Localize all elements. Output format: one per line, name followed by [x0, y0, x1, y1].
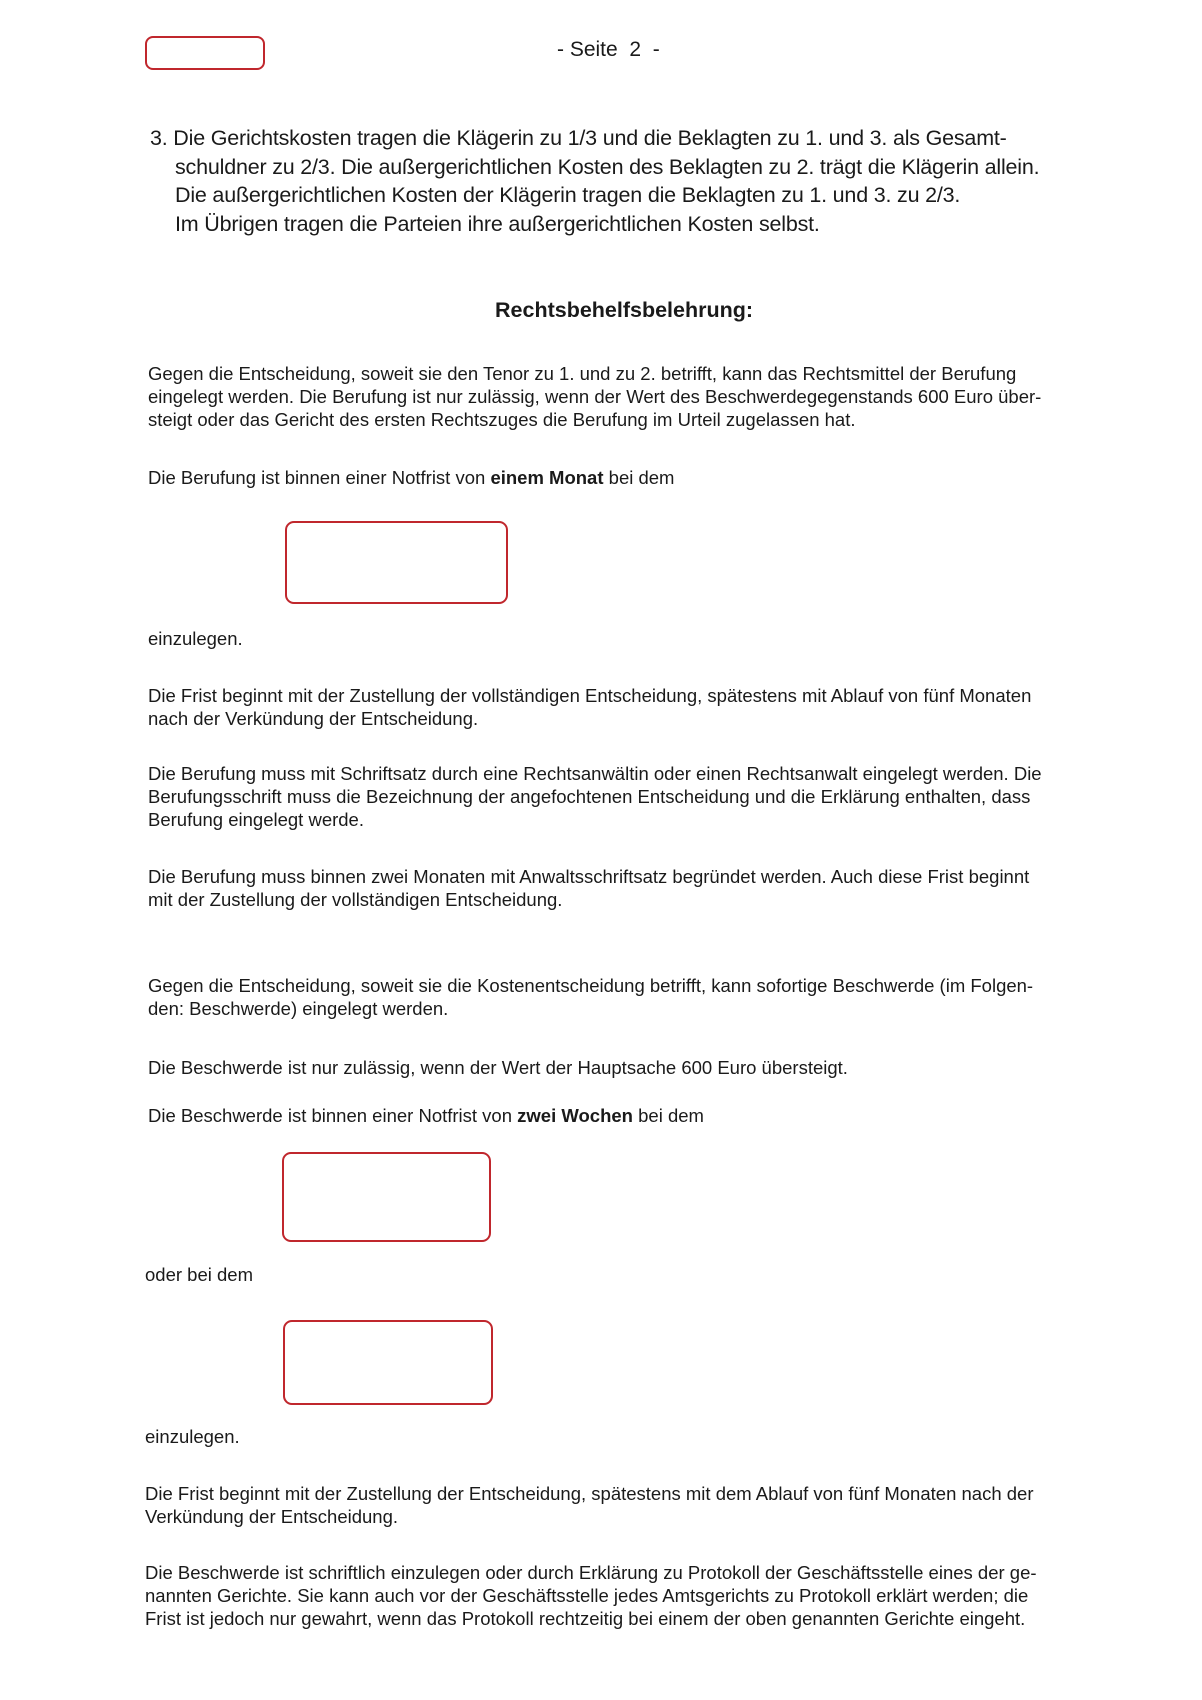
- page-number: - Seite 2 -: [557, 38, 660, 61]
- text-line: Gegen die Entscheidung, soweit sie die Kostenentscheidung betrifft, kann sofortige Beschwerde (im Folgen-: [148, 975, 1034, 996]
- tenor-item-3: [150, 124, 1110, 238]
- tenor-line: Die außergerichtlichen Kosten der Klägerin tragen die Beklagten zu 1. und 3. zu 2/3.: [175, 183, 961, 207]
- text-line: Verkündung der Entscheidung.: [145, 1506, 399, 1527]
- text-fragment: bei dem: [603, 467, 675, 488]
- text-fragment: bei dem: [632, 1105, 704, 1126]
- berufung-begruendung: [148, 865, 1108, 911]
- text-line: Die Beschwerde ist schriftlich einzulegen oder durch Erklärung zu Protokoll der Geschäftsstelle eines der ge-: [145, 1562, 1037, 1583]
- redacted-court-name-header: [145, 36, 265, 70]
- text-line: den: Beschwerde) eingelegt werden.: [148, 998, 449, 1019]
- text-line: Die Frist beginnt mit der Zustellung der vollständigen Entscheidung, spätestens mit Ablauf von fünf Monaten: [148, 685, 1032, 706]
- berufung-deadline: [148, 466, 1108, 489]
- beschwerde-protokoll: [145, 1561, 1105, 1630]
- beschwerde-frist: [145, 1482, 1105, 1528]
- beschwerde-zulaessigkeit: Die Beschwerde ist nur zulässig, wenn der Wert der Hauptsache 600 Euro übersteigt.: [148, 1057, 848, 1078]
- deadline-emphasis: einem Monat: [490, 467, 604, 488]
- text-line: Die Berufung muss mit Schriftsatz durch eine Rechtsanwältin oder einen Rechtsanwalt eingelegt werden. Die: [148, 763, 1042, 784]
- beschwerde-deadline: [148, 1104, 1108, 1127]
- tenor-line: schuldner zu 2/3. Die außergerichtlichen Kosten des Beklagten zu 2. trägt die Klägerin allein.: [175, 154, 1040, 179]
- text-line: eingelegt werden. Die Berufung ist nur zulässig, wenn der Wert des Beschwerdegegenstands 600 Euro über-: [148, 386, 1042, 407]
- berufung-einzulegen: einzulegen.: [148, 628, 243, 649]
- text-line: mit der Zustellung der vollständigen Entscheidung.: [148, 889, 563, 910]
- text-line: Die Berufung muss binnen zwei Monaten mit Anwaltsschriftsatz begründet werden. Auch diese Frist beginnt: [148, 866, 1030, 887]
- text-line: Berufungsschrift muss die Bezeichnung der angefochtenen Entscheidung und die Erklärung enthalten, dass: [148, 786, 1031, 807]
- berufung-anwaltszwang: [148, 762, 1108, 831]
- redacted-court-address-beschwerde-2: [283, 1320, 493, 1405]
- text-line: nannten Gerichte. Sie kann auch vor der Geschäftsstelle jedes Amtsgerichts zu Protokoll erklärt werden; die: [145, 1585, 1029, 1606]
- text-line: Frist ist jedoch nur gewahrt, wenn das Protokoll rechtzeitig bei einem der oben genannten Gerichte eingeht.: [145, 1608, 1026, 1629]
- beschwerde-oder-bei-dem: oder bei dem: [145, 1264, 253, 1285]
- tenor-line: Im Übrigen tragen die Parteien ihre außergerichtlichen Kosten selbst.: [175, 211, 820, 236]
- text-fragment: Die Berufung ist binnen einer Notfrist von: [148, 467, 491, 488]
- text-line: steigt oder das Gericht des ersten Rechtszuges die Berufung im Urteil zugelassen hat.: [148, 409, 856, 430]
- text-line: Berufung eingelegt werde.: [148, 809, 364, 830]
- tenor-line: 3. Die Gerichtskosten tragen die Klägerin zu 1/3 und die Beklagten zu 1. und 3. als Gesamt-: [150, 126, 1007, 150]
- redacted-court-address-beschwerde-1: [282, 1152, 491, 1242]
- redacted-court-address-berufung: [285, 521, 508, 604]
- deadline-emphasis: zwei Wochen: [517, 1105, 633, 1126]
- berufung-intro: [148, 362, 1108, 431]
- text-fragment: Die Beschwerde ist binnen einer Notfrist von: [148, 1105, 518, 1126]
- text-line: Gegen die Entscheidung, soweit sie den Tenor zu 1. und zu 2. betrifft, kann das Rechtsmittel der Berufung: [148, 363, 1017, 384]
- text-line: nach der Verkündung der Entscheidung.: [148, 708, 479, 729]
- berufung-frist: [148, 684, 1108, 730]
- beschwerde-einzulegen: einzulegen.: [145, 1426, 240, 1447]
- text-line: Die Frist beginnt mit der Zustellung der Entscheidung, spätestens mit dem Ablauf von fünf Monaten nach der: [145, 1483, 1034, 1504]
- beschwerde-intro: [148, 974, 1108, 1020]
- section-heading: Rechtsbehelfsbelehrung:: [495, 298, 754, 322]
